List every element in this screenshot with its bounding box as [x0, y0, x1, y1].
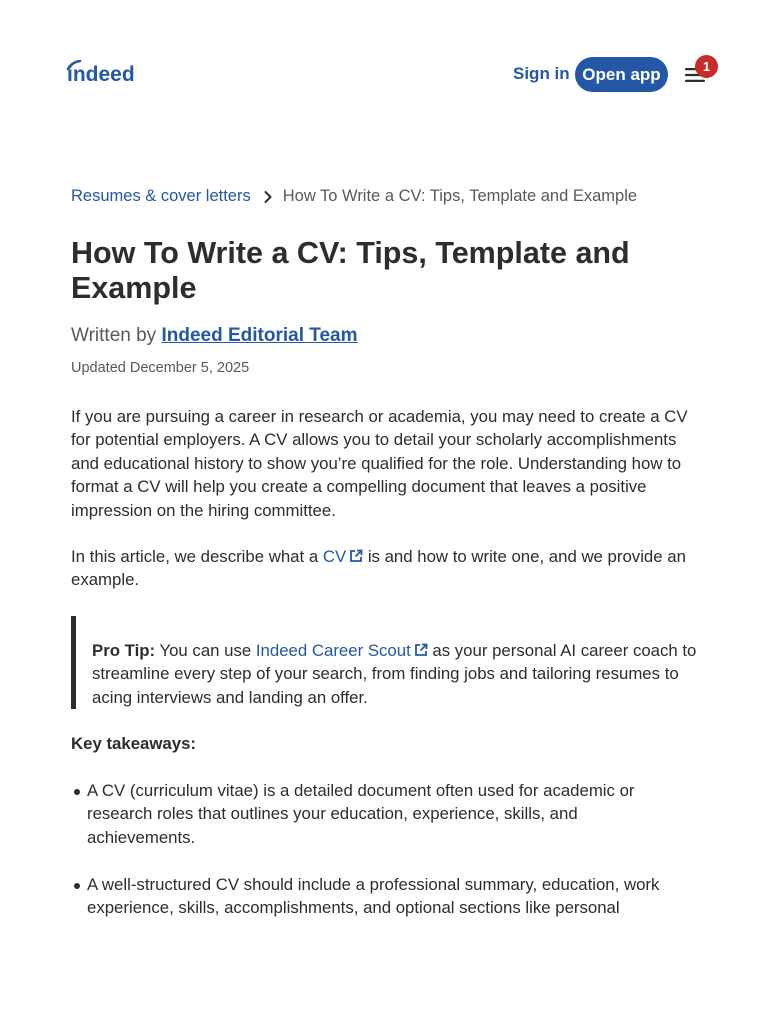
byline-prefix: Written by	[71, 325, 162, 346]
cv-link-label: CV	[322, 547, 347, 566]
career-scout-link-label: Indeed Career Scout	[255, 641, 411, 660]
breadcrumb-current: How To Write a CV: Tips, Template and Example	[282, 187, 638, 205]
indeed-logo[interactable]	[66, 60, 146, 86]
logo-text: indeed	[67, 63, 135, 86]
bullet-icon	[74, 789, 80, 795]
open-app-button[interactable]: Open app	[575, 57, 668, 92]
summary-text-before: In this article, we describe what a	[71, 547, 323, 566]
external-link-icon	[414, 643, 428, 657]
takeaway-text: A CV (curriculum vitae) is a detailed document often used for academic or research roles that outlines your education, experience, skills, and achievements.	[87, 781, 635, 847]
breadcrumb-link-resumes[interactable]: Resumes & cover letters	[71, 187, 251, 205]
key-takeaways-heading: Key takeaways:	[71, 734, 197, 753]
takeaway-text: A well-structured CV should include a professional summary, education, work experience, skills, accomplishments, and optional sections like personal	[87, 874, 660, 918]
bullet-icon	[74, 883, 80, 889]
menu-button[interactable]	[683, 59, 711, 88]
career-scout-link[interactable]	[256, 641, 428, 660]
author-link[interactable]: Indeed Editorial Team	[161, 325, 358, 346]
pro-tip-label: Pro Tip:	[92, 641, 156, 660]
pro-tip-before: You can use	[155, 641, 256, 660]
pro-tip-text	[92, 639, 700, 709]
sign-in-link[interactable]: Sign in	[513, 64, 570, 83]
intro-paragraph: If you are pursuing a career in research or academia, you may need to create a CV for potential employers. A CV allows you to detail your scholarly accomplishments and educational history to show you’re qualified for the role. Understanding how to format a CV will help you create a compelling document that leaves a positive impression on the hiring committee.	[71, 407, 688, 520]
breadcrumb	[71, 187, 721, 206]
summary-text-after: is and how to write one, and we provide an example.	[71, 547, 686, 590]
notification-badge: 1	[695, 55, 718, 78]
article-summary-paragraph	[71, 545, 699, 592]
list-item	[87, 873, 715, 920]
pro-tip-after: as your personal AI career coach to streamline every step of your search, from finding jobs and tailoring resumes to acing interviews and landing an offer.	[92, 641, 697, 707]
page-title: How To Write a CV: Tips, Template and Example	[71, 236, 630, 305]
key-takeaways-list	[71, 779, 715, 943]
site-header	[0, 0, 768, 148]
chevron-right-icon	[262, 190, 274, 204]
byline	[71, 325, 358, 347]
cv-link[interactable]	[323, 547, 363, 566]
pro-tip-callout	[71, 616, 704, 709]
updated-date: Updated December 5, 2025	[71, 360, 250, 376]
list-item	[87, 779, 715, 849]
external-link-icon	[349, 549, 363, 563]
